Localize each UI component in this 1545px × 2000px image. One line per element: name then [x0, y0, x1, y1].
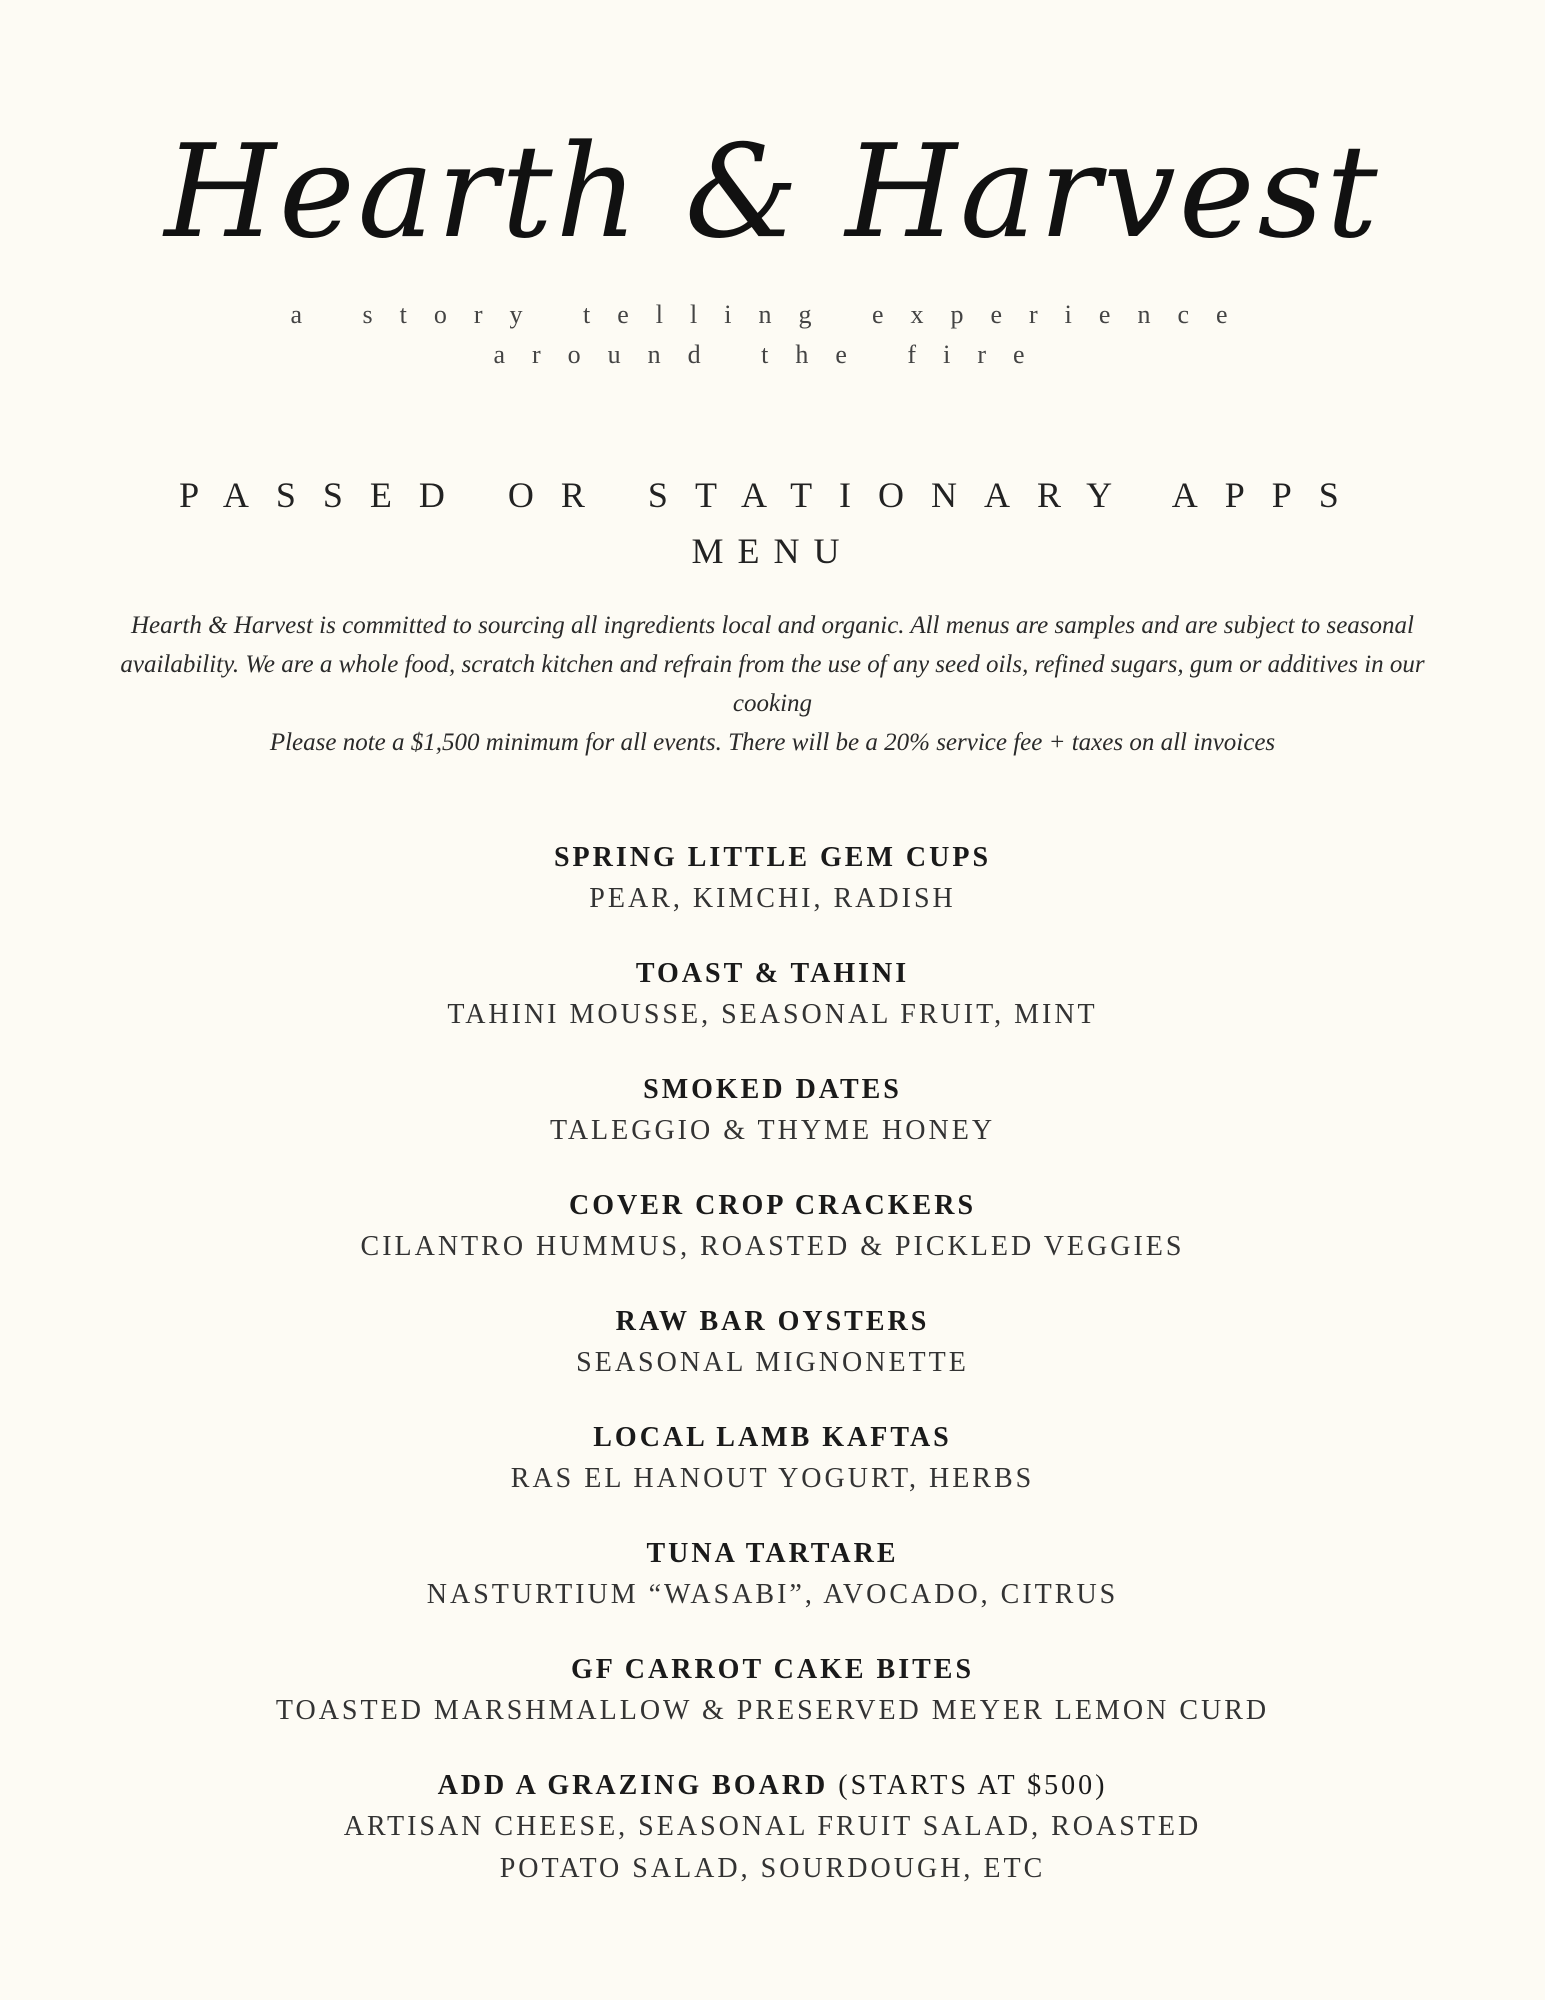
intro-paragraph-minimum: Please note a $1,500 minimum for all events. There will be a 20% service fee + taxes on all invoices — [269, 729, 1276, 756]
section-title-line-2: MENU — [691, 531, 854, 571]
menu-item — [0, 1070, 1545, 1186]
tagline-line-1: a story telling experience — [290, 300, 1255, 329]
menu-item — [0, 1534, 1545, 1650]
menu-item-name: RAW BAR OYSTERS — [615, 1306, 930, 1337]
grazing-board-description-line-1: ARTISAN CHEESE, SEASONAL FRUIT SALAD, ROASTED — [343, 1811, 1202, 1842]
menu-item-description: RAS EL HANOUT YOGURT, HERBS — [510, 1463, 1035, 1494]
menu-item-name: TUNA TARTARE — [646, 1538, 899, 1569]
intro-paragraph-sourcing: Hearth & Harvest is committed to sourcing all ingredients local and organic. All menus are samples and are subject to seasonal availability. We are a whole food, scratch kitchen and refrain from the use of any seed oils, refined sugars, gum or additives in our cooking — [120, 612, 1425, 717]
menu-item-name: TOAST & TAHINI — [635, 958, 910, 989]
menu-list — [0, 838, 1545, 1882]
menu-item-name: SMOKED DATES — [643, 1074, 902, 1105]
menu-item-name: LOCAL LAMB KAFTAS — [593, 1422, 952, 1453]
grazing-board-name: ADD A GRAZING BOARD — [437, 1770, 829, 1801]
grazing-board-title — [0, 1766, 1545, 1806]
menu-item — [0, 838, 1545, 954]
brand-logo-title: Hearth & Harvest — [164, 118, 1381, 267]
grazing-board-description-line-2: POTATO SALAD, SOURDOUGH, ETC — [499, 1853, 1046, 1884]
section-title-line-1: PASSED OR STATIONARY APPS — [179, 475, 1366, 515]
menu-item-name: GF CARROT CAKE BITES — [570, 1654, 975, 1685]
menu-item-description: TOASTED MARSHMALLOW & PRESERVED MEYER LEMON CURD — [275, 1695, 1270, 1726]
menu-item-description: SEASONAL MIGNONETTE — [576, 1347, 969, 1378]
grazing-board-price-note: (STARTS AT $500) — [838, 1770, 1108, 1801]
grazing-board-item — [0, 1766, 1545, 1882]
menu-item-description: TALEGGIO & THYME HONEY — [549, 1115, 996, 1146]
tagline-line-2: around the fire — [493, 340, 1052, 369]
menu-item-description: PEAR, KIMCHI, RADISH — [589, 883, 956, 914]
menu-item — [0, 1186, 1545, 1302]
intro-text — [120, 606, 1425, 762]
menu-item — [0, 1650, 1545, 1766]
menu-item — [0, 1302, 1545, 1418]
menu-item-description: NASTURTIUM “WASABI”, AVOCADO, CITRUS — [426, 1579, 1119, 1610]
menu-item-description: CILANTRO HUMMUS, ROASTED & PICKLED VEGGIES — [360, 1231, 1185, 1262]
menu-item — [0, 1418, 1545, 1534]
menu-item-name: COVER CROP CRACKERS — [568, 1190, 977, 1221]
menu-item — [0, 954, 1545, 1070]
menu-item-description: TAHINI MOUSSE, SEASONAL FRUIT, MINT — [447, 999, 1098, 1030]
menu-item-name: SPRING LITTLE GEM CUPS — [553, 842, 992, 873]
